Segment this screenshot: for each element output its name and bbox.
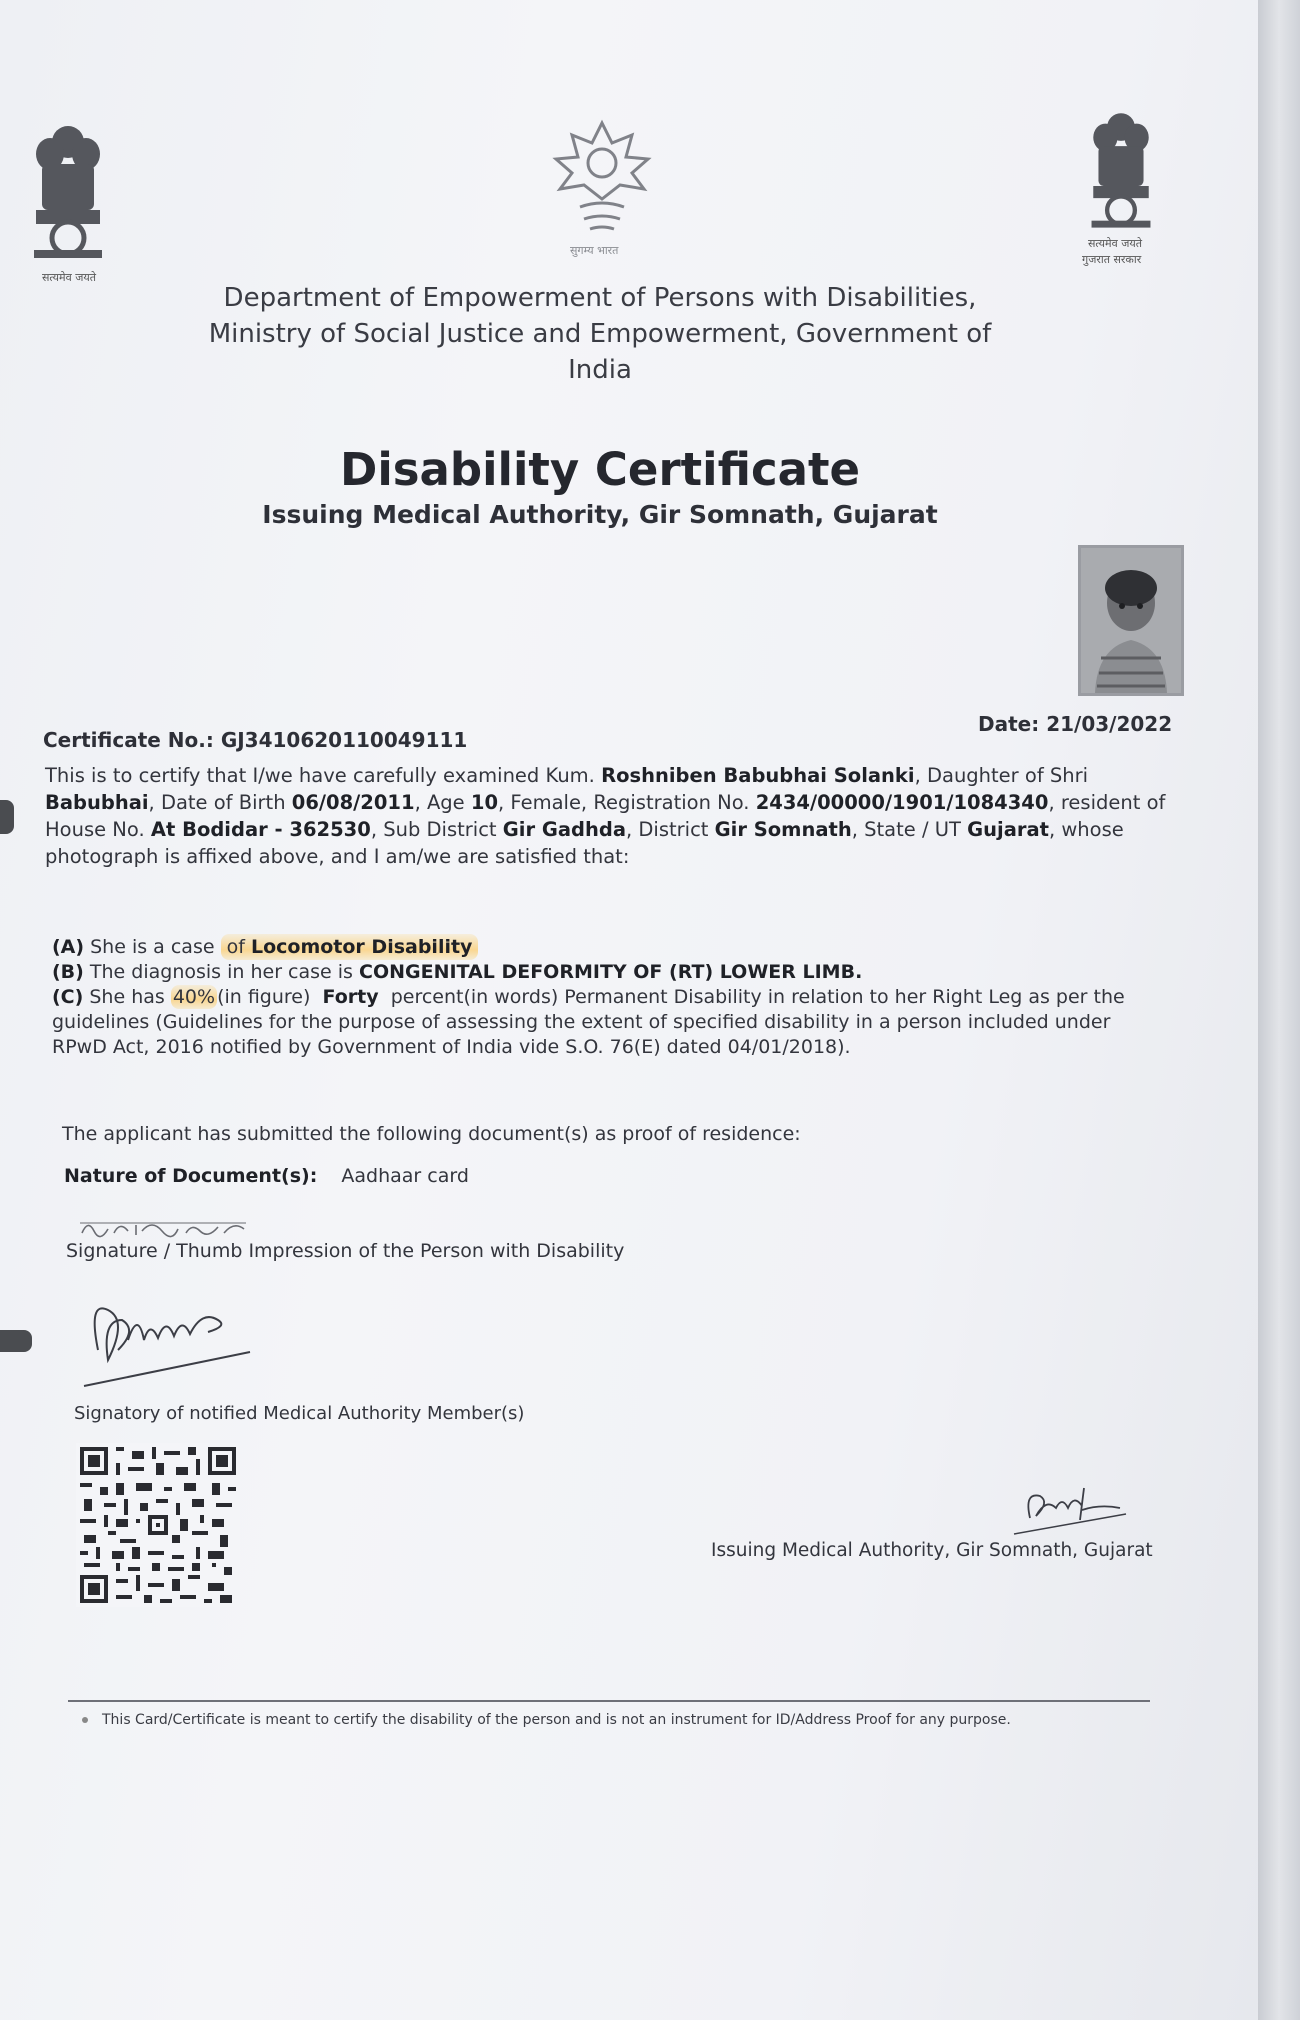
finding-c-label: (C) — [52, 986, 84, 1008]
date-value: 21/03/2022 — [1046, 712, 1173, 736]
finding-c-text: She has — [89, 986, 165, 1008]
body-text: , Date of Birth — [148, 791, 286, 814]
binder-clip — [0, 1330, 32, 1352]
certificate-date — [978, 712, 1172, 736]
certificate-number-value: GJ3410620110049111 — [220, 728, 468, 752]
finding-a-of: of — [226, 936, 245, 958]
body-text: , whose photograph is affixed above, and I am/we are satisfied that: — [45, 818, 1124, 868]
page-subtitle: Issuing Medical Authority, Gir Somnath, Gujarat — [262, 500, 938, 529]
body-text: This is to certify that I/we have carefully examined Kum. — [45, 764, 595, 787]
finding-b — [52, 960, 1152, 985]
issuing-authority-signature — [1010, 1478, 1140, 1542]
center-logo-caption: सुगम्य भारत — [570, 244, 619, 257]
applicant-photo — [1078, 545, 1184, 696]
emblem-left-caption: सत्यमेव जयते — [42, 271, 97, 284]
date-of-birth: 06/08/2011 — [291, 791, 415, 814]
disability-type-highlight — [221, 934, 479, 960]
certification-paragraph — [45, 762, 1175, 870]
disability-percent-words: Forty — [322, 986, 379, 1008]
body-text: , Sub District — [370, 818, 497, 841]
body-text: , resident of House No. — [45, 791, 1166, 841]
district: Gir Somnath — [714, 818, 852, 841]
body-text: , State / UT — [851, 818, 961, 841]
diagnosis: CONGENITAL DEFORMITY OF (RT) LOWER LIMB. — [359, 961, 863, 983]
finding-b-text: The diagnosis in her case is — [89, 961, 353, 983]
emblem-right-caption-2: गुजरात सरकार — [1082, 253, 1142, 266]
findings-section — [52, 935, 1152, 1060]
person-signature-caption: Signature / Thumb Impression of the Person with Disability — [66, 1240, 625, 1262]
page-title: Disability Certificate — [339, 443, 861, 496]
finding-a-label: (A) — [52, 936, 85, 958]
date-label: Date: — [978, 712, 1040, 736]
finding-a-text: She is a case — [90, 936, 215, 958]
age: 10 — [470, 791, 499, 814]
sub-district: Gir Gadhda — [502, 818, 626, 841]
in-figure-label: (in figure) — [217, 986, 311, 1008]
bullet-icon — [82, 1717, 88, 1723]
certificate-number — [43, 728, 467, 752]
body-text: , District — [626, 818, 709, 841]
finding-b-label: (B) — [52, 961, 84, 983]
binder-clip — [0, 800, 14, 834]
nature-of-document — [64, 1165, 469, 1187]
page-edge — [1258, 0, 1300, 2020]
nature-value: Aadhaar card — [341, 1165, 469, 1187]
medical-authority-signature — [78, 1280, 258, 1394]
emblem-right-caption-1: सत्यमेव जयते — [1088, 237, 1143, 250]
disability-type: Locomotor Disability — [250, 936, 473, 958]
certificate-number-label: Certificate No.: — [43, 728, 214, 752]
body-text: , Age — [414, 791, 465, 814]
department-line-1: Department of Empowerment of Persons with Disabilities, — [223, 283, 977, 313]
national-emblem-right — [1082, 108, 1160, 266]
signatory-caption: Signatory of notified Medical Authority Member(s) — [74, 1403, 525, 1424]
proof-intro: The applicant has submitted the following document(s) as proof of residence: — [62, 1123, 801, 1145]
finding-a — [52, 935, 1152, 960]
footer-divider — [68, 1700, 1150, 1702]
body-text: , Female, Registration No. — [498, 791, 750, 814]
department-line-2: Ministry of Social Justice and Empowerment, Government of India — [208, 319, 992, 385]
body-text: , Daughter of Shri — [914, 764, 1089, 787]
footer-note — [82, 1712, 1011, 1728]
accessible-india-logo — [540, 115, 665, 257]
registration-number: 2434/00000/1901/1084340 — [755, 791, 1049, 814]
finding-c — [52, 985, 1152, 1060]
department-heading — [200, 280, 1000, 388]
disability-percent: 40% — [172, 986, 216, 1008]
father-name: Babubhai — [45, 791, 149, 814]
national-emblem-left — [28, 120, 108, 284]
verification-qr-code — [76, 1443, 240, 1607]
applicant-name: Roshniben Babubhai Solanki — [601, 764, 915, 787]
state: Gujarat — [967, 818, 1049, 841]
issuing-authority-caption: Issuing Medical Authority, Gir Somnath, Gujarat — [711, 1540, 1153, 1561]
finding-c-rest: percent(in words) Permanent Disability in relation to her Right Leg as per the guidelines (Guidelines for the purpose of assessing the extent of specified disability in a person included under RPwD Act, 2016 notified by Government of India vide S.O. 76(E) dated 04/01/2018). — [52, 986, 1125, 1058]
house-address: At Bodidar - 362530 — [150, 818, 371, 841]
footer-note-text: This Card/Certificate is meant to certify the disability of the person and is not an instrument for ID/Address Proof for any purpose. — [102, 1712, 1011, 1728]
nature-label: Nature of Document(s): — [64, 1165, 318, 1187]
